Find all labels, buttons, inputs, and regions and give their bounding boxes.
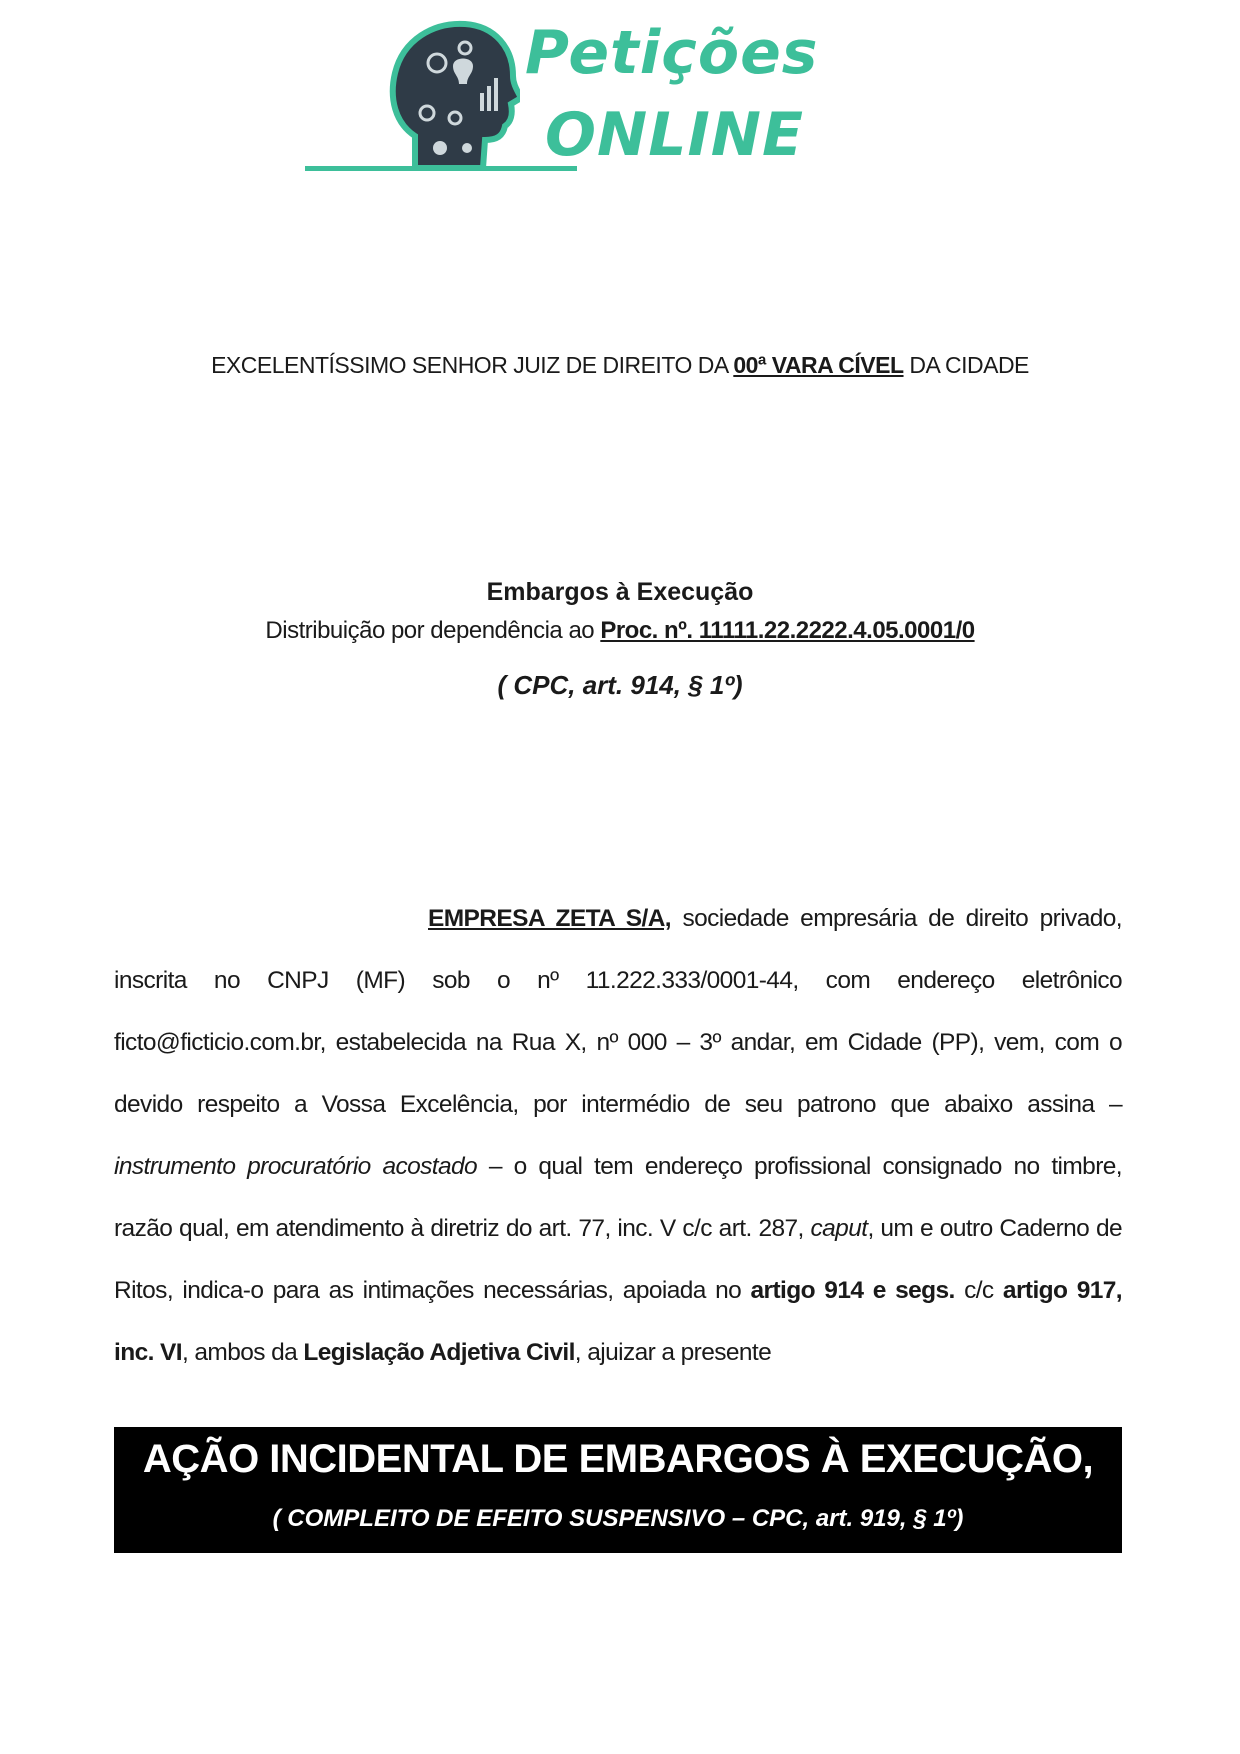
legal-basis: ( CPC, art. 914, § 1º): [497, 670, 743, 700]
body-text-segment: , um e outro Caderno de Ritos, indica-o para as intimações necessárias, apoiada no: [114, 1215, 1122, 1304]
body-text-segment: c/c: [954, 1277, 1003, 1304]
distribution-line: [0, 617, 1240, 645]
body-italic-segment: instrumento procuratório acostado: [114, 1153, 478, 1180]
logo-text-peticoes: Petições: [525, 18, 819, 88]
process-reference: Proc. nº. 11111.22.2222.4.05.0001/0: [600, 617, 975, 644]
party-name: EMPRESA ZETA S/A,: [428, 905, 672, 932]
addressee-court: 00ª VARA CÍVEL: [733, 352, 904, 378]
addressee-line: [0, 352, 1240, 379]
body-bold-segment: artigo 914 e segs.: [750, 1277, 955, 1304]
logo: [305, 18, 825, 178]
brain-head-icon: [385, 18, 520, 176]
addressee-suffix: DA CIDADE: [903, 352, 1029, 378]
logo-underline: [305, 166, 577, 171]
body-italic-segment: caput: [810, 1215, 868, 1242]
document-title: Embargos à Execução: [486, 578, 754, 606]
logo-text-online: ONLINE: [545, 100, 804, 170]
distribution-prefix: Distribuição por dependência ao: [265, 617, 601, 644]
body-bold-segment: Legislação Adjetiva Civil: [303, 1339, 575, 1366]
banner-title: AÇÃO INCIDENTAL DE EMBARGOS À EXECUÇÃO,: [142, 1437, 1094, 1481]
body-bold-segment: artigo 917, inc. VI: [114, 1277, 1122, 1366]
action-banner: [114, 1427, 1122, 1553]
body-text-segment: – o qual tem endereço profissional consignado no timbre, razão qual, em atendimento à diretriz do art. 77, inc. V c/c art. 287,: [114, 1153, 1122, 1242]
banner-subtitle: ( COMPLEITO DE EFEITO SUSPENSIVO – CPC, art. 919, § 1º): [272, 1505, 964, 1532]
body-text-segment: , ajuizar a presente: [574, 1339, 772, 1366]
body-text-segment: sociedade empresária de direito privado, inscrita no CNPJ (MF) sob o nº 11.222.333/0001-44, com endereço eletrônico ficto@ficticio.com.br, estabelecida na Rua X, nº 000 – 3º andar, em Cidade (PP), vem, com o devido respeito a Vossa Excelência, por intermédio de seu patrono que abaixo assina –: [114, 905, 1122, 1118]
body-text-segment: , ambos da: [181, 1339, 304, 1366]
body-paragraph: [114, 888, 1122, 1384]
addressee-prefix: EXCELENTÍSSIMO SENHOR JUIZ DE DIREITO DA: [211, 352, 734, 378]
